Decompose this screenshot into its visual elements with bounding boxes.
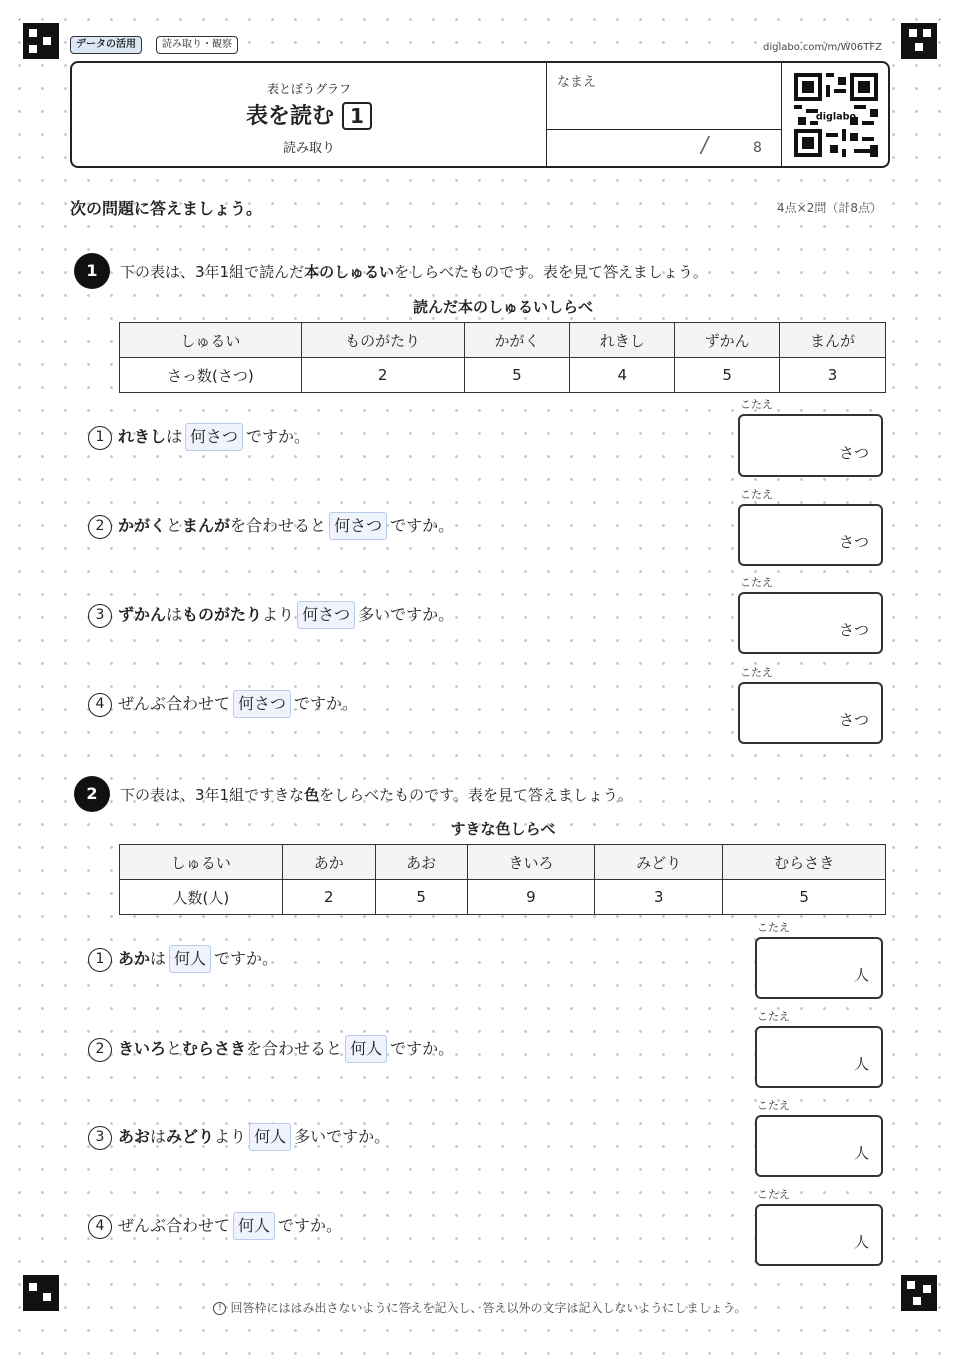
name-label: なまえ xyxy=(557,75,597,90)
bold-term: きいろ xyxy=(118,1039,167,1058)
text: ですか。 xyxy=(390,516,455,535)
q2-sub-4 xyxy=(88,1211,342,1241)
table-header-row xyxy=(120,845,886,880)
bold-term: ものがたり xyxy=(182,605,263,624)
skill-tag: 読み取り・観察 xyxy=(156,36,238,54)
table-cell: 人数(人) xyxy=(120,880,283,915)
bold-term: あか xyxy=(118,949,151,968)
answer-unit: 人 xyxy=(853,1233,869,1251)
answer-box[interactable] xyxy=(755,1115,883,1177)
q1-text-a: 下の表は、3年1組で読んだ xyxy=(120,263,305,281)
question-2-number: 2 xyxy=(74,776,110,812)
title-text: 表を読む xyxy=(246,104,335,129)
question-1-number: 1 xyxy=(74,253,110,289)
footer-note xyxy=(0,1299,960,1316)
answer-box[interactable] xyxy=(738,682,883,744)
answer-unit: 人 xyxy=(853,1055,869,1073)
sub-number: 4 xyxy=(88,693,112,717)
table-cell: 5 xyxy=(723,880,886,915)
highlight: 何さつ xyxy=(185,423,243,451)
title-area xyxy=(72,63,546,166)
sub-number: 3 xyxy=(88,604,112,628)
answer-label: こたえ xyxy=(757,1010,790,1023)
instructions: 次の問題に答えましょう。 xyxy=(70,199,263,218)
score-total: 8 xyxy=(753,140,762,156)
divider xyxy=(547,129,781,130)
page-url: diglabo.com/m/W06TFZ xyxy=(762,42,882,53)
sub-number: 1 xyxy=(88,948,112,972)
answer-box[interactable] xyxy=(738,414,883,477)
text: ですか。 xyxy=(294,694,359,713)
q1-text-bold: 本のしゅるい xyxy=(304,263,395,281)
table-cell: れきし xyxy=(570,323,675,358)
answer-label: こたえ xyxy=(757,1188,790,1201)
table-cell: むらさき xyxy=(723,845,886,880)
q1-table xyxy=(119,322,886,393)
answer-box[interactable] xyxy=(738,592,883,654)
bold-term: みどり xyxy=(166,1127,215,1146)
answer-label: こたえ xyxy=(740,488,773,501)
answer-unit: さつ xyxy=(838,444,869,462)
table-cell: 3 xyxy=(595,880,723,915)
text: ぜんぶ合わせて xyxy=(118,694,231,713)
table-cell: 5 xyxy=(464,358,570,393)
answer-label: こたえ xyxy=(740,576,773,589)
table-cell: みどり xyxy=(595,845,723,880)
q1-sub-3 xyxy=(88,600,454,630)
answer-box[interactable] xyxy=(755,937,883,999)
q1-sub-2 xyxy=(88,511,454,541)
text: ですか。 xyxy=(278,1216,343,1235)
answer-label: こたえ xyxy=(740,398,773,411)
bold-term: あお xyxy=(118,1127,151,1146)
text: ぜんぶ合わせて xyxy=(118,1216,231,1235)
text: 多いですか。 xyxy=(294,1127,391,1146)
svg-text:diglabo: diglabo xyxy=(815,111,857,123)
table-cell: 3 xyxy=(780,358,886,393)
table-cell: しゅるい xyxy=(120,323,302,358)
highlight: 何人 xyxy=(249,1123,291,1151)
q2-table xyxy=(119,844,886,915)
answer-box[interactable] xyxy=(755,1026,883,1088)
text: は xyxy=(166,605,183,624)
worksheet-header xyxy=(70,61,890,168)
table-cell: ものがたり xyxy=(301,323,464,358)
answer-unit: 人 xyxy=(853,966,869,984)
table-cell: 9 xyxy=(467,880,595,915)
category-tag: データの活用 xyxy=(70,36,142,54)
answer-label: こたえ xyxy=(740,666,773,679)
text: 多いですか。 xyxy=(358,605,455,624)
sub-number: 2 xyxy=(88,515,112,539)
answer-unit: さつ xyxy=(838,621,869,639)
bold-term: ずかん xyxy=(118,605,167,624)
answer-label: こたえ xyxy=(757,921,790,934)
table-cell: しゅるい xyxy=(120,845,283,880)
text: より xyxy=(262,605,295,624)
answer-label: こたえ xyxy=(757,1099,790,1112)
answer-box[interactable] xyxy=(755,1204,883,1266)
sub-number: 2 xyxy=(88,1038,112,1062)
score-slash: / xyxy=(698,133,711,158)
bold-term: れきし xyxy=(118,427,167,446)
q2-text-a: 下の表は、3年1組ですきな xyxy=(120,786,305,804)
table-cell: あお xyxy=(375,845,467,880)
unit-subtitle: 表とぼうグラフ xyxy=(266,82,351,96)
bold-term: むらさき xyxy=(182,1039,247,1058)
table-cell: 5 xyxy=(675,358,780,393)
text: は xyxy=(150,949,167,968)
highlight: 何さつ xyxy=(329,512,387,540)
q1-text-b: をしらべたものです。表を見て答えましょう。 xyxy=(394,263,708,281)
worksheet-kind: 読み取り xyxy=(282,141,335,156)
question-1-text xyxy=(120,261,708,282)
q2-text-bold: 色 xyxy=(304,786,320,804)
corner-marker-top-right xyxy=(901,23,937,59)
q1-sub-4 xyxy=(88,689,358,719)
text: は xyxy=(166,427,183,446)
bold-term: かがく xyxy=(118,516,167,535)
highlight: 何さつ xyxy=(233,690,291,718)
text: より xyxy=(214,1127,247,1146)
answer-box[interactable] xyxy=(738,504,883,566)
worksheet-number: 1 xyxy=(342,102,372,130)
text: ですか。 xyxy=(246,427,311,446)
q2-text-b: をしらべたものです。表を見て答えましょう。 xyxy=(319,786,633,804)
sub-number: 1 xyxy=(88,426,112,450)
highlight: 何人 xyxy=(345,1035,387,1063)
answer-unit: さつ xyxy=(838,711,869,729)
question-2-text xyxy=(120,784,633,805)
table-header-row xyxy=(120,323,886,358)
text: は xyxy=(150,1127,167,1146)
highlight: 何さつ xyxy=(297,601,355,629)
table-row xyxy=(120,880,886,915)
table-cell: まんが xyxy=(780,323,886,358)
q1-table-title: 読んだ本のしゅるいしらべ xyxy=(412,298,593,316)
table-cell: きいろ xyxy=(467,845,595,880)
points-info: 4点×2問（計8点） xyxy=(777,201,882,215)
footer-text: 回答枠にははみ出さないように答えを記入し、答え以外の文字は記入しないようにしましょう。 xyxy=(230,1301,747,1315)
q2-table-title: すきな色しらべ xyxy=(450,820,556,838)
q2-sub-3 xyxy=(88,1122,390,1152)
table-cell: 2 xyxy=(301,358,464,393)
sub-number: 4 xyxy=(88,1215,112,1239)
q2-sub-2 xyxy=(88,1034,454,1064)
info-icon: ! xyxy=(213,1302,226,1315)
name-score-area xyxy=(546,63,782,166)
bold-term: まんが xyxy=(182,516,231,535)
text: を合わせると xyxy=(230,516,327,535)
table-cell: かがく xyxy=(464,323,570,358)
table-cell: 2 xyxy=(282,880,375,915)
q1-sub-1 xyxy=(88,422,310,452)
corner-marker-top-left xyxy=(23,23,59,59)
text: と xyxy=(166,516,183,535)
answer-unit: 人 xyxy=(853,1144,869,1162)
sub-number: 3 xyxy=(88,1126,112,1150)
text: ですか。 xyxy=(390,1039,455,1058)
text: を合わせると xyxy=(246,1039,343,1058)
table-cell: さっ数(さつ) xyxy=(120,358,302,393)
highlight: 何人 xyxy=(169,945,211,973)
table-cell: あか xyxy=(282,845,375,880)
text: ですか。 xyxy=(214,949,279,968)
answer-unit: さつ xyxy=(838,533,869,551)
table-cell: 5 xyxy=(375,880,467,915)
worksheet-title xyxy=(72,99,546,130)
table-cell: 4 xyxy=(570,358,675,393)
q2-sub-1 xyxy=(88,944,278,974)
table-row xyxy=(120,358,886,393)
text: と xyxy=(166,1039,183,1058)
highlight: 何人 xyxy=(233,1212,275,1240)
qr-code-icon xyxy=(794,73,878,157)
table-cell: ずかん xyxy=(675,323,780,358)
